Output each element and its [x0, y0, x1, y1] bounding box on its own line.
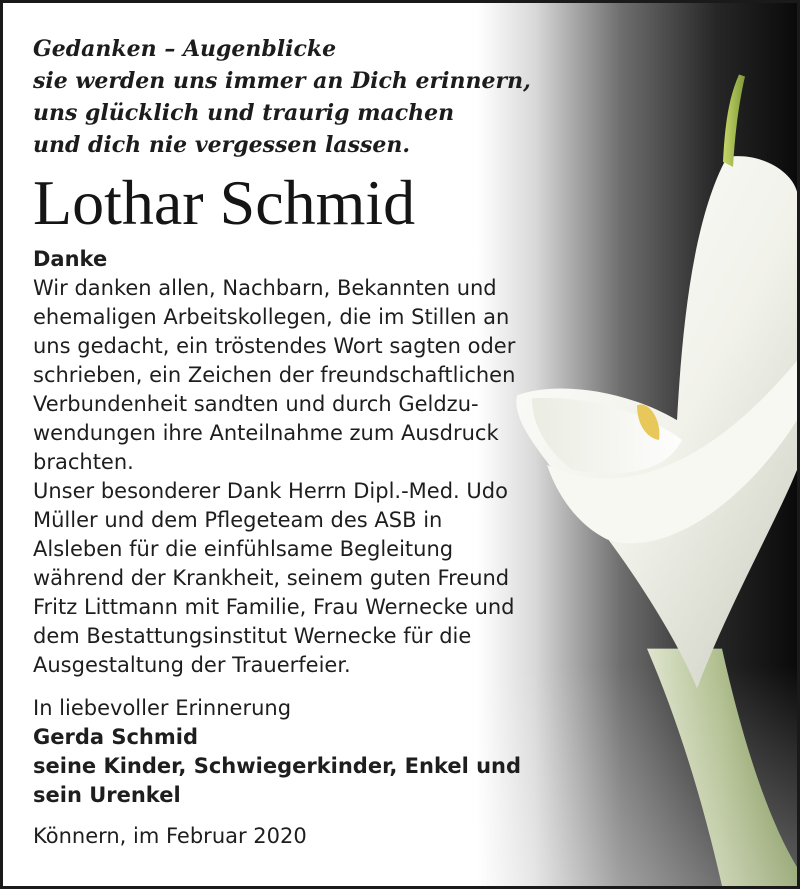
text-line: Verbundenheit sandten und durch Geldzu- [33, 392, 479, 416]
text-line: während der Krankheit, seinem guten Freund [33, 566, 510, 590]
thanks-heading: Danke [33, 247, 108, 271]
spacer [33, 810, 593, 822]
poem-line: und dich nie vergessen lassen. [33, 132, 411, 158]
text-line: Müller und dem Pflegeteam des ASB in [33, 508, 443, 532]
text-line: Wir danken allen, Nachbarn, Bekannten und [33, 276, 497, 300]
text-line: Fritz Littmann mit Familie, Frau Wernecke und [33, 595, 515, 619]
thanks-paragraph-1 [33, 274, 593, 477]
poem-line: sie werden uns immer an Dich erinnern, [33, 68, 531, 94]
text-line: uns gedacht, ein tröstendes Wort sagten oder [33, 334, 516, 358]
thanks-paragraph-2 [33, 477, 593, 680]
poem-line: Gedanken – Augenblicke [33, 36, 337, 62]
signature-name: Gerda Schmid [33, 725, 198, 749]
text-line: brachten. [33, 450, 134, 474]
place-date: Könnern, im Februar 2020 [33, 824, 307, 848]
text-line: schrieben, ein Zeichen der freundschaftlichen [33, 363, 516, 387]
notice-content [33, 33, 593, 851]
deceased-name: Lothar Schmid [33, 167, 416, 238]
text-line: dem Bestattungsinstitut Wernecke für die [33, 624, 472, 648]
spacer [33, 680, 593, 694]
memorial-poem [33, 33, 593, 161]
thanks-section [33, 245, 593, 851]
text-line: Unser besonderer Dank Herrn Dipl.-Med. Udo [33, 479, 508, 503]
signature-name: sein Urenkel [33, 783, 181, 807]
signature-name: seine Kinder, Schwiegerkinder, Enkel und [33, 754, 522, 778]
signature-block [33, 694, 593, 810]
text-line: ehemaligen Arbeitskollegen, die im Stillen an [33, 305, 510, 329]
text-line: Alsleben für die einfühlsame Begleitung [33, 537, 454, 561]
signature-intro: In liebevoller Erinnerung [33, 696, 292, 720]
text-line: wendungen ihre Anteilnahme zum Ausdruck [33, 421, 499, 445]
poem-line: uns glücklich und traurig machen [33, 100, 455, 126]
text-line: Ausgestaltung der Trauerfeier. [33, 653, 351, 677]
